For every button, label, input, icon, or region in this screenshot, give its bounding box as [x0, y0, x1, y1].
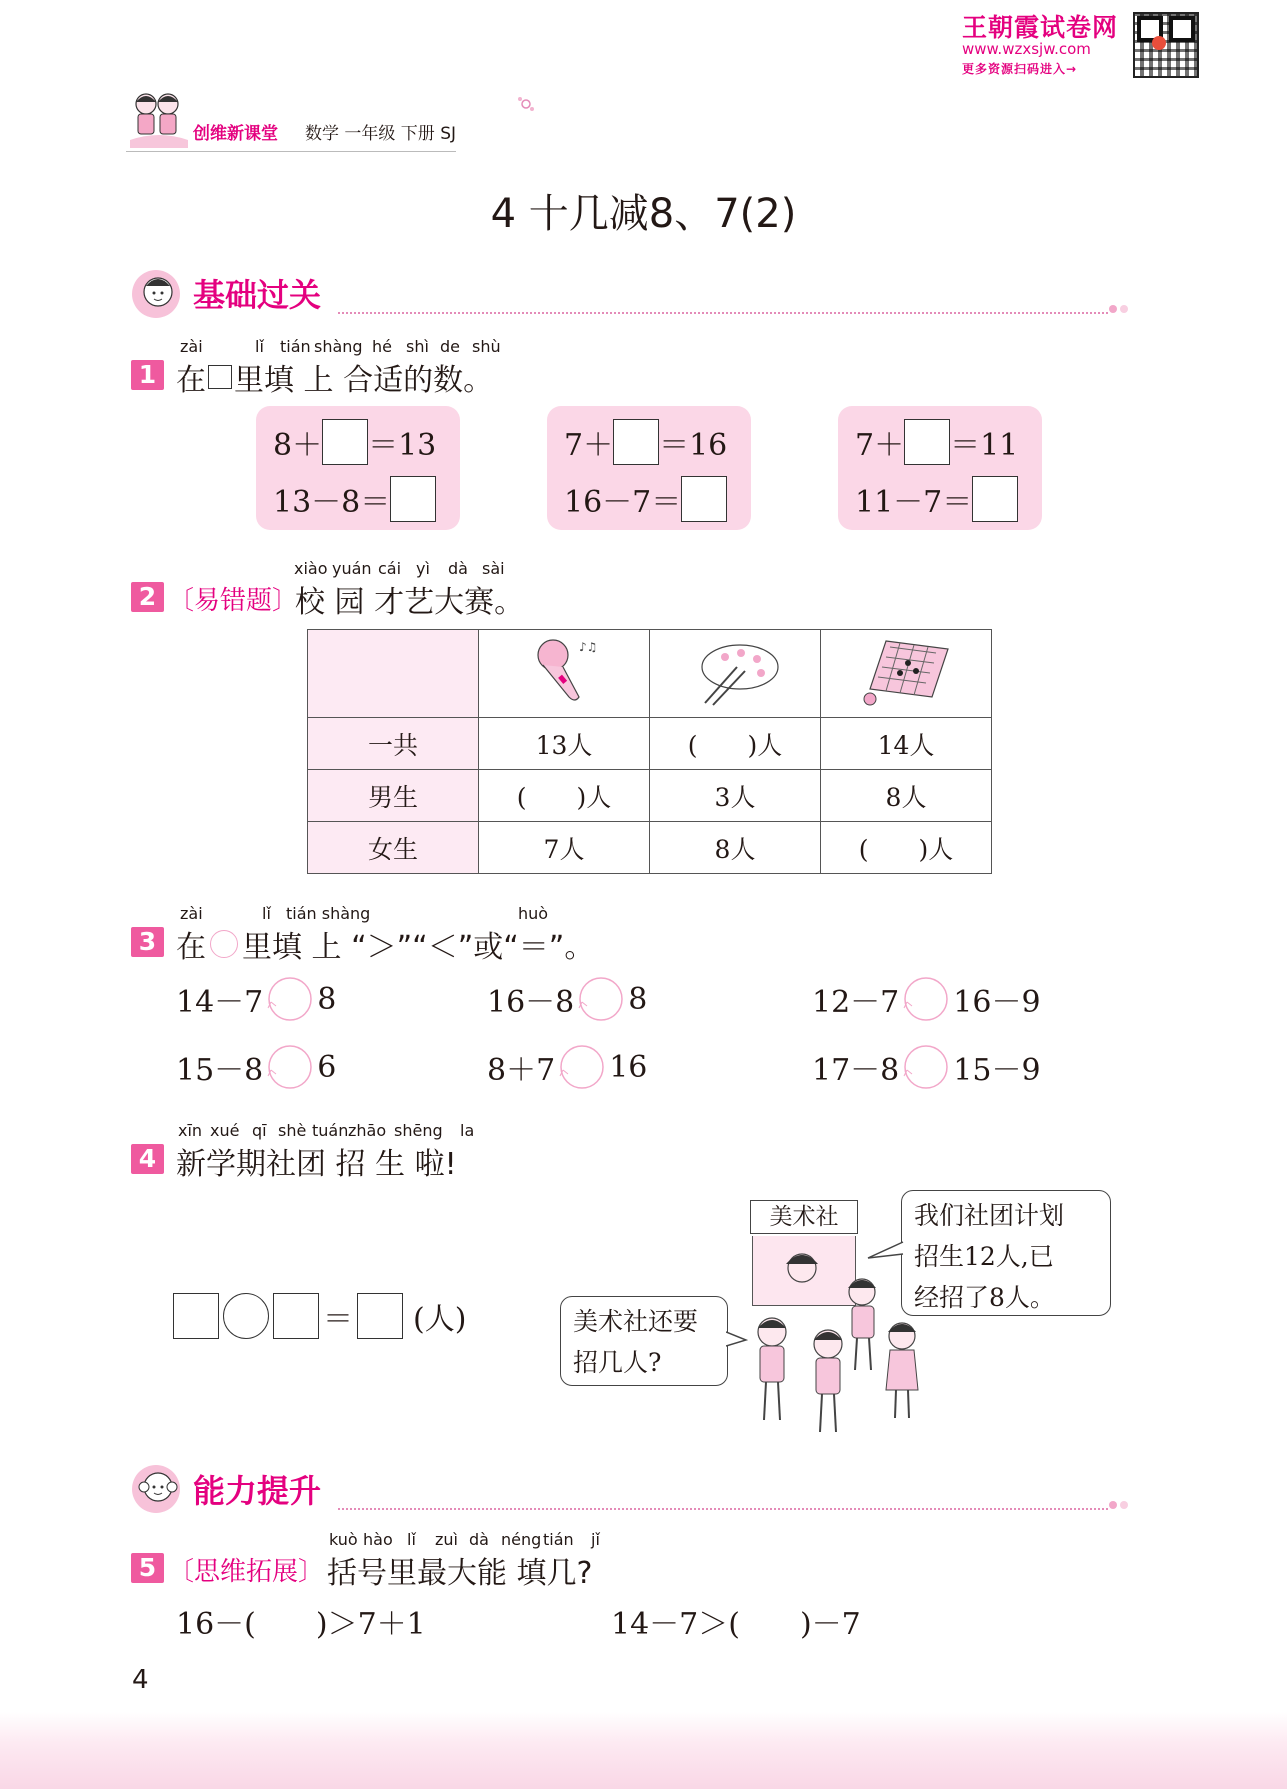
pinyin: jǐ: [591, 1530, 600, 1549]
compare-item: [176, 976, 336, 1022]
pinyin: xué: [210, 1121, 240, 1140]
section-divider: [338, 1508, 1108, 1510]
pinyin: zuì: [435, 1530, 458, 1549]
bubble-line: 经招了8人。: [914, 1283, 1055, 1312]
bubble-line: 招几人?: [573, 1348, 662, 1377]
equation-text: ＝13: [368, 428, 437, 463]
watermark-url[interactable]: www.wzxsjw.com: [962, 40, 1091, 58]
table-cell: 14人: [821, 718, 992, 770]
pinyin: lǐ: [407, 1530, 416, 1549]
footer-band: [0, 1712, 1287, 1789]
answer-box[interactable]: [390, 476, 436, 522]
question-number: 4: [131, 1144, 164, 1174]
compare-right: 8: [317, 981, 337, 1017]
pinyin: shàng: [314, 337, 363, 356]
compare-circle[interactable]: [903, 976, 949, 1022]
table-cell-blank[interactable]: ( )人: [821, 822, 992, 874]
table-cell-blank[interactable]: ( )人: [650, 718, 821, 770]
speech-bubble-left: [560, 1296, 728, 1386]
compare-item: [487, 976, 647, 1022]
operator-circle[interactable]: [223, 1293, 269, 1339]
q1-text-after: 里填 上 合适的数。: [234, 363, 494, 398]
equation-text: 8＋: [273, 428, 323, 463]
pinyin: zhāo: [348, 1121, 387, 1140]
pinyin: lǐ: [262, 904, 271, 923]
answer-box[interactable]: [681, 476, 727, 522]
table-cell: 7人: [479, 822, 650, 874]
compare-left: 8＋7: [487, 1053, 556, 1088]
q1-prompt: [176, 355, 493, 399]
pinyin: xīn: [178, 1121, 203, 1140]
pinyin: sài: [482, 559, 505, 578]
compare-right: 15－9: [953, 1053, 1041, 1088]
art-club-sign: 美术社: [750, 1200, 858, 1234]
microphone-icon: [519, 633, 609, 709]
compare-right: 6: [317, 1049, 337, 1085]
question-number: 5: [131, 1553, 164, 1583]
unit-label: (人): [413, 1302, 467, 1337]
section-title-advanced: 能力提升: [193, 1472, 322, 1510]
compare-circle[interactable]: [578, 976, 624, 1022]
equation-text: 16－7＝: [564, 485, 682, 520]
flower-icon: [516, 95, 536, 113]
pinyin: shēng: [394, 1121, 443, 1140]
pinyin: tuán: [312, 1121, 349, 1140]
pinyin: shù: [472, 337, 501, 356]
compare-left: 15－8: [176, 1053, 264, 1088]
error-prone-tag: 〔易错题〕: [168, 586, 299, 616]
square-icon: [208, 365, 232, 389]
table-header-cell: [650, 630, 821, 718]
compare-left: 17－8: [812, 1053, 900, 1088]
table-cell: 3人: [650, 770, 821, 822]
pinyin: de: [440, 337, 460, 356]
table-header-cell: [821, 630, 992, 718]
equation-text: 13－8＝: [273, 485, 391, 520]
qr-logo-icon: [1152, 36, 1166, 50]
pinyin: kuò: [329, 1530, 358, 1549]
dots-icon: [1108, 1498, 1130, 1512]
pinyin: tián: [543, 1530, 574, 1549]
q1-text-before: 在: [176, 363, 206, 398]
q5-equation[interactable]: 14－7＞( )－7: [611, 1607, 861, 1642]
page-number: 4: [132, 1665, 149, 1695]
pinyin: hào: [363, 1530, 393, 1549]
pinyin: shè: [278, 1121, 307, 1140]
q4-pinyin: [178, 1121, 498, 1141]
equation-text: 11－7＝: [855, 485, 973, 520]
pinyin: xiào: [294, 559, 328, 578]
pinyin: la: [460, 1121, 475, 1140]
answer-box[interactable]: [357, 1293, 403, 1339]
compare-right: 8: [628, 981, 648, 1017]
compare-left: 14－7: [176, 985, 264, 1020]
section-badge-icon: [130, 1459, 186, 1515]
equation-card: [256, 406, 460, 530]
bubble-line: 我们社团计划: [914, 1201, 1065, 1230]
q5-equation[interactable]: 16－( )＞7＋1: [176, 1607, 426, 1642]
compare-left: 12－7: [812, 985, 900, 1020]
equals-sign: ＝: [323, 1302, 353, 1337]
pinyin: yì: [416, 559, 430, 578]
q3-text-zai: 在: [176, 930, 206, 965]
table-cell-blank[interactable]: ( )人: [479, 770, 650, 822]
children-illustration-icon: [742, 1240, 922, 1440]
pinyin: hé: [372, 337, 392, 356]
answer-box[interactable]: [904, 419, 950, 465]
section-title-basic: 基础过关: [193, 276, 322, 314]
answer-box[interactable]: [613, 419, 659, 465]
watermark-more: 更多资源扫码进入→: [962, 62, 1078, 76]
q4-text: 新学期社团 招 生 啦!: [176, 1147, 457, 1182]
section-divider: [338, 312, 1108, 314]
compare-item: [812, 1044, 1041, 1090]
question-number: 1: [131, 360, 164, 390]
table-corner: [308, 630, 479, 718]
kids-logo-icon: [126, 90, 192, 152]
bubble-line: 美术社还要: [573, 1307, 699, 1336]
q5-pinyin: [329, 1530, 609, 1550]
q4-equation: [173, 1293, 466, 1339]
q3-prompt: [176, 922, 594, 966]
answer-box[interactable]: [173, 1293, 219, 1339]
q3-text-rest: 里填 上 “＞”“＜”或“＝”。: [242, 930, 595, 965]
question-number: 3: [131, 927, 164, 957]
compare-circle[interactable]: [903, 1044, 949, 1090]
answer-box[interactable]: [273, 1293, 319, 1339]
answer-box[interactable]: [972, 476, 1018, 522]
pinyin: shì: [406, 337, 429, 356]
paint-palette-icon: [685, 633, 785, 709]
compare-circle[interactable]: [559, 1044, 605, 1090]
qr-code-icon[interactable]: [1133, 12, 1199, 78]
equation-text: 7＋: [855, 428, 905, 463]
table-cell: 8人: [650, 822, 821, 874]
lesson-title: 4 十几减8、7(2): [490, 191, 797, 237]
pinyin: qī: [252, 1121, 267, 1140]
compare-circle[interactable]: [267, 976, 313, 1022]
header-divider: [126, 151, 456, 152]
pinyin: yuán: [332, 559, 372, 578]
compare-circle[interactable]: [267, 1044, 313, 1090]
table-cell: 13人: [479, 718, 650, 770]
svg-text:♪♫: ♪♫: [579, 639, 598, 654]
pinyin: lǐ: [255, 337, 264, 356]
q5-text: 括号里最大能 填几?: [327, 1556, 593, 1591]
q1-pinyin: [176, 337, 506, 357]
compare-right: 16－9: [953, 985, 1041, 1020]
compare-left: 16－8: [487, 985, 575, 1020]
table-cell: 8人: [821, 770, 992, 822]
equation-text: ＝11: [950, 428, 1019, 463]
compare-item: [176, 1044, 336, 1090]
compare-right: 16: [609, 1049, 648, 1085]
row-label: 女生: [308, 822, 479, 874]
pinyin: zài: [180, 337, 203, 356]
circle-icon: [210, 930, 238, 958]
speech-bubble-right: [901, 1190, 1111, 1316]
pinyin: zài: [180, 904, 203, 923]
row-label: 一共: [308, 718, 479, 770]
equation-card: [547, 406, 751, 530]
row-label: 男生: [308, 770, 479, 822]
pinyin: dà: [469, 1530, 489, 1549]
pinyin: tián shàng: [286, 904, 371, 923]
watermark-title: 王朝霞试卷网: [962, 13, 1119, 42]
answer-box[interactable]: [322, 419, 368, 465]
go-board-icon: [856, 633, 956, 709]
pinyin: néng: [501, 1530, 542, 1549]
book-info: 数学 一年级 下册 SJ: [305, 124, 457, 144]
pinyin: huò: [518, 904, 549, 923]
pinyin: dà: [448, 559, 468, 578]
contest-table: [307, 629, 992, 874]
equation-text: 7＋: [564, 428, 614, 463]
compare-item: [487, 1044, 647, 1090]
pinyin: tián: [280, 337, 311, 356]
pinyin: cái: [378, 559, 402, 578]
table-header-cell: [479, 630, 650, 718]
bubble-line: 招生12人,已: [914, 1242, 1054, 1271]
equation-card: [838, 406, 1042, 530]
q2-pinyin: [294, 559, 524, 579]
section-badge-icon: [130, 264, 186, 320]
question-number: 2: [131, 582, 164, 612]
compare-item: [812, 976, 1041, 1022]
brand-name: 创维新课堂: [193, 124, 278, 144]
thinking-extension-tag: 〔思维拓展〕: [168, 1557, 325, 1587]
q2-text: 校 园 才艺大赛。: [295, 585, 525, 620]
dots-icon: [1108, 302, 1130, 316]
equation-text: ＝16: [659, 428, 728, 463]
